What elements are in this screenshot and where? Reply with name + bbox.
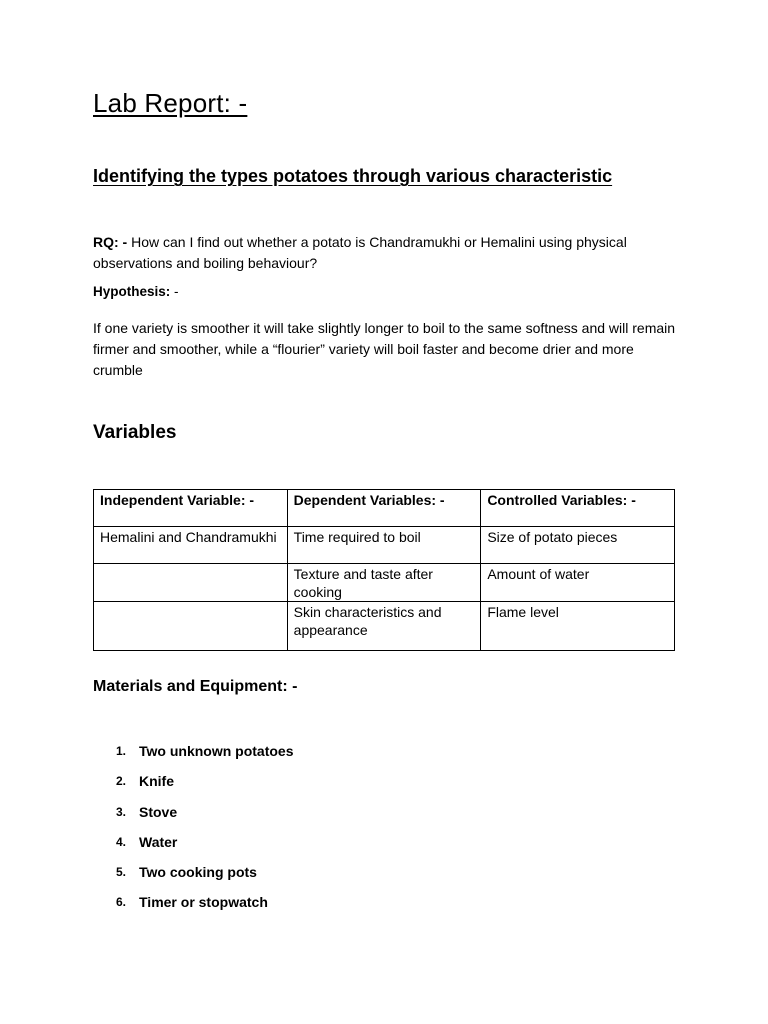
table-cell (94, 602, 288, 651)
table-cell: Hemalini and Chandramukhi (94, 527, 288, 564)
report-title: Lab Report: - (93, 88, 248, 118)
materials-heading: Materials and Equipment: - (93, 678, 298, 695)
table-cell: Texture and taste after cooking (287, 564, 481, 602)
header-controlled: Controlled Variables: - (481, 490, 675, 527)
list-item-label: Two cooking pots (139, 864, 257, 881)
header-independent: Independent Variable: - (94, 490, 288, 527)
list-item-label: Water (139, 833, 178, 850)
table-cell: Amount of water (481, 564, 675, 602)
table-cell: Size of potato pieces (481, 527, 675, 564)
table-row (94, 564, 675, 602)
table-row (94, 602, 675, 651)
list-number: 5. (116, 865, 127, 880)
rq-label: RQ: - (93, 234, 128, 250)
list-number: 6. (116, 895, 127, 910)
table-row (94, 527, 675, 564)
list-item-label: Two unknown potatoes (139, 743, 294, 759)
list-number: 1. (116, 744, 127, 758)
list-item-label: Knife (139, 773, 174, 790)
table-cell: Skin characteristics and appearance (287, 602, 481, 651)
variables-table (93, 489, 675, 651)
hypothesis-label-suffix: - (170, 284, 179, 299)
variables-heading: Variables (93, 422, 177, 443)
list-number: 3. (116, 804, 127, 819)
hypothesis-text: If one variety is smoother it will take slightly longer to boil to the same softness and will remain firmer and smoother, while a “flourier” variety will boil faster and become drier and more crumble (93, 320, 676, 378)
document-page (93, 0, 683, 1024)
table-cell: Flame level (481, 602, 675, 651)
table-cell (94, 564, 288, 602)
hypothesis-label: Hypothesis: (93, 284, 171, 299)
list-item-label: Timer or stopwatch (139, 894, 268, 911)
list-item-label: Stove (139, 803, 178, 820)
table-cell: Time required to boil (287, 527, 481, 564)
research-question (93, 232, 678, 274)
table-header-row (94, 490, 675, 527)
hypothesis-heading (93, 283, 179, 301)
report-subtitle: Identifying the types potatoes through various characteristic (93, 166, 613, 186)
rq-text: How can I find out whether a potato is Chandramukhi or Hemalini using physical observations and boiling behaviour? (93, 234, 627, 271)
header-dependent: Dependent Variables: - (287, 490, 481, 527)
list-number: 2. (116, 774, 127, 789)
list-number: 4. (116, 834, 127, 849)
